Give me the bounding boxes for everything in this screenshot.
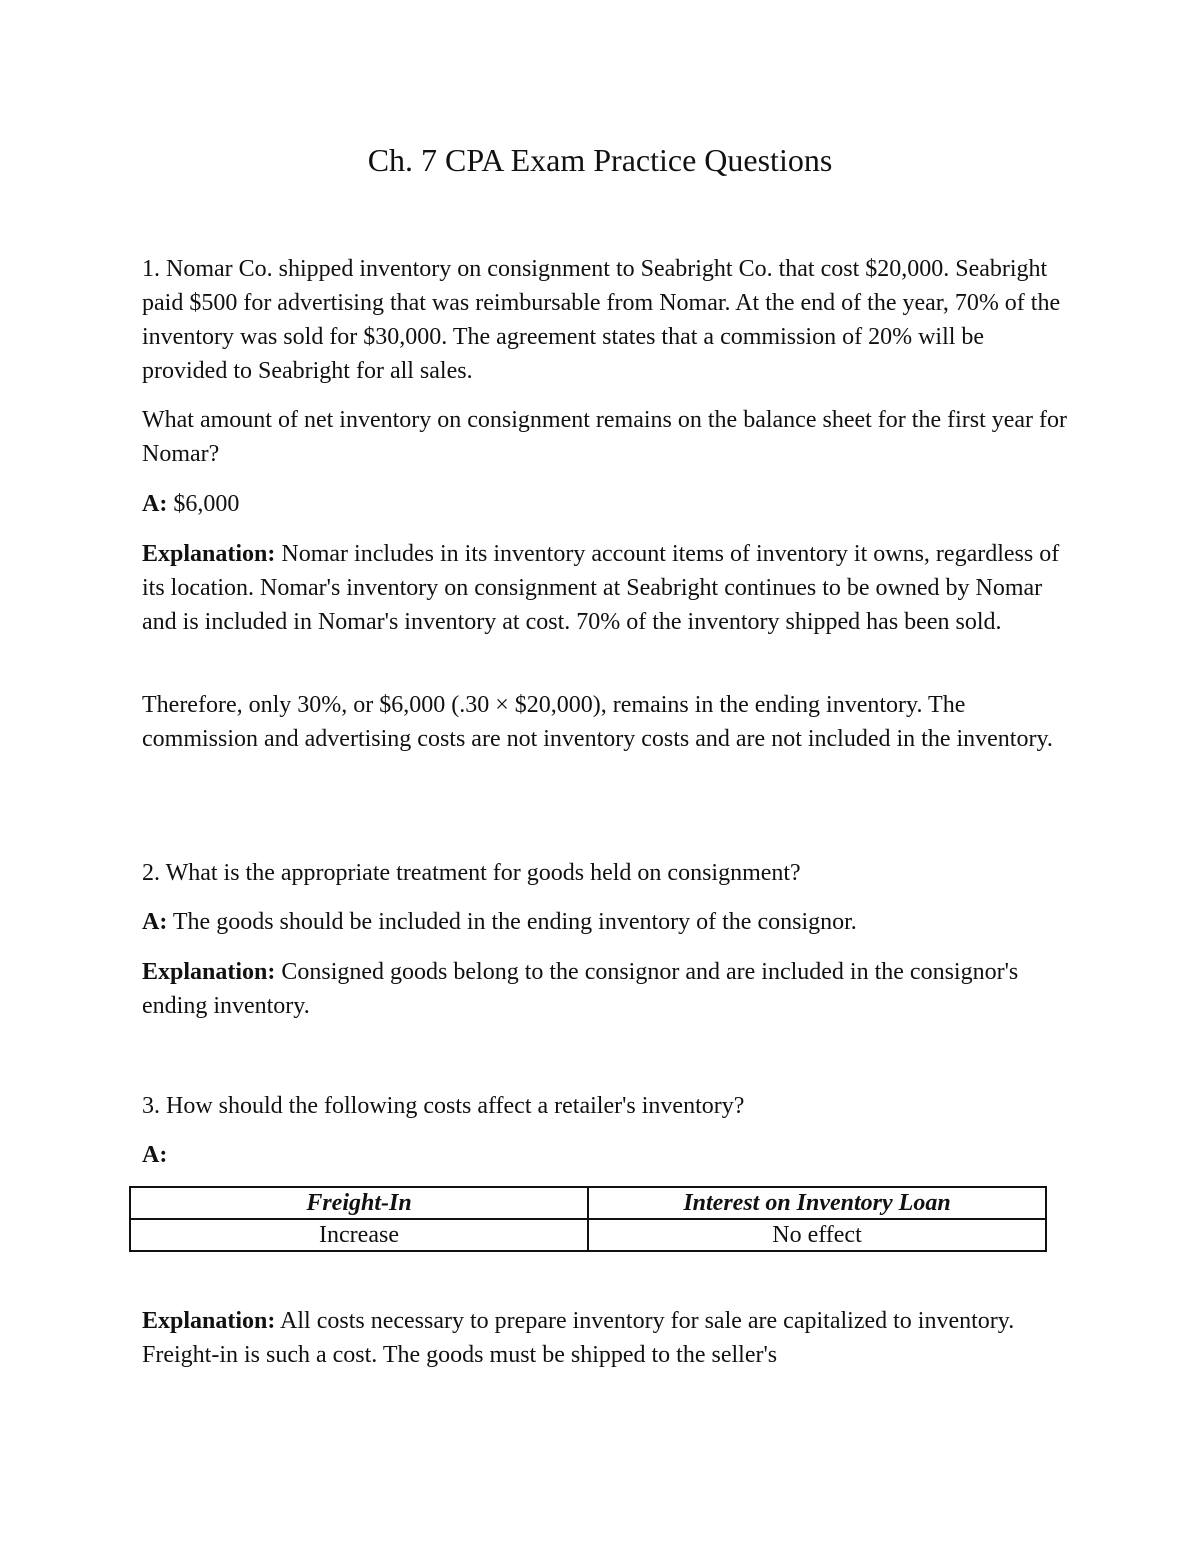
table-cell-freight-in: Increase <box>130 1219 588 1251</box>
explanation-text: Consigned goods belong to the consignor and are included in the consignor's ending inventory. <box>142 959 1019 1019</box>
question-3-explanation <box>142 1304 1072 1372</box>
table-cell-interest: No effect <box>588 1219 1046 1251</box>
answer-label: A: <box>142 491 168 517</box>
question-1-explanation-continued: Therefore, only 30%, or $6,000 (.30 × $20,000), remains in the ending inventory. The commission and advertising costs are not inventory costs and are not included in the inventory. <box>142 692 1053 752</box>
question-3-answer <box>142 1138 1072 1172</box>
answer-label: A: <box>142 909 168 935</box>
question-3: 3. How should the following costs affect a retailer's inventory? <box>142 1093 745 1119</box>
answer-text: $6,000 <box>167 491 240 517</box>
table-header-interest-on-inventory-loan: Interest on Inventory Loan <box>588 1187 1046 1219</box>
question-2: 2. What is the appropriate treatment for goods held on consignment? <box>142 860 801 886</box>
explanation-text: All costs necessary to prepare inventory for sale are capitalized to inventory. Freight-in is such a cost. The goods must be shipped to the seller's <box>142 1308 1015 1368</box>
question-1: 1. Nomar Co. shipped inventory on consignment to Seabright Co. that cost $20,000. Seabright paid $500 for advertising that was reimbursable from Nomar. At the end of the year, 70% of the inventory was sold for $30,000. The agreement states that a commission of 20% will be provided to Seabright for all sales. <box>142 256 1061 384</box>
question-2-answer <box>142 905 1072 939</box>
explanation-label: Explanation: <box>142 959 276 985</box>
page-title: Ch. 7 CPA Exam Practice Questions <box>367 142 833 178</box>
table-header-row <box>130 1187 1046 1219</box>
answer-text: The goods should be included in the ending inventory of the consignor. <box>167 909 857 935</box>
answer-label: A: <box>142 1142 168 1168</box>
explanation-label: Explanation: <box>142 541 276 567</box>
question-1-answer <box>142 487 1072 521</box>
explanation-text: Nomar includes in its inventory account items of inventory it owns, regardless of its location. Nomar's inventory on consignment at Seabright continues to be owned by Nomar and is included in Nomar's inventory at cost. 70% of the inventory shipped has been sold. <box>142 541 1060 635</box>
answer-table <box>129 1186 1047 1252</box>
table-row <box>130 1219 1046 1251</box>
explanation-label: Explanation: <box>142 1308 276 1334</box>
question-1-explanation <box>142 537 1072 639</box>
question-1-prompt: What amount of net inventory on consignment remains on the balance sheet for the first year for Nomar? <box>142 407 1068 467</box>
table-header-freight-in: Freight-In <box>130 1187 588 1219</box>
question-2-explanation <box>142 955 1072 1023</box>
